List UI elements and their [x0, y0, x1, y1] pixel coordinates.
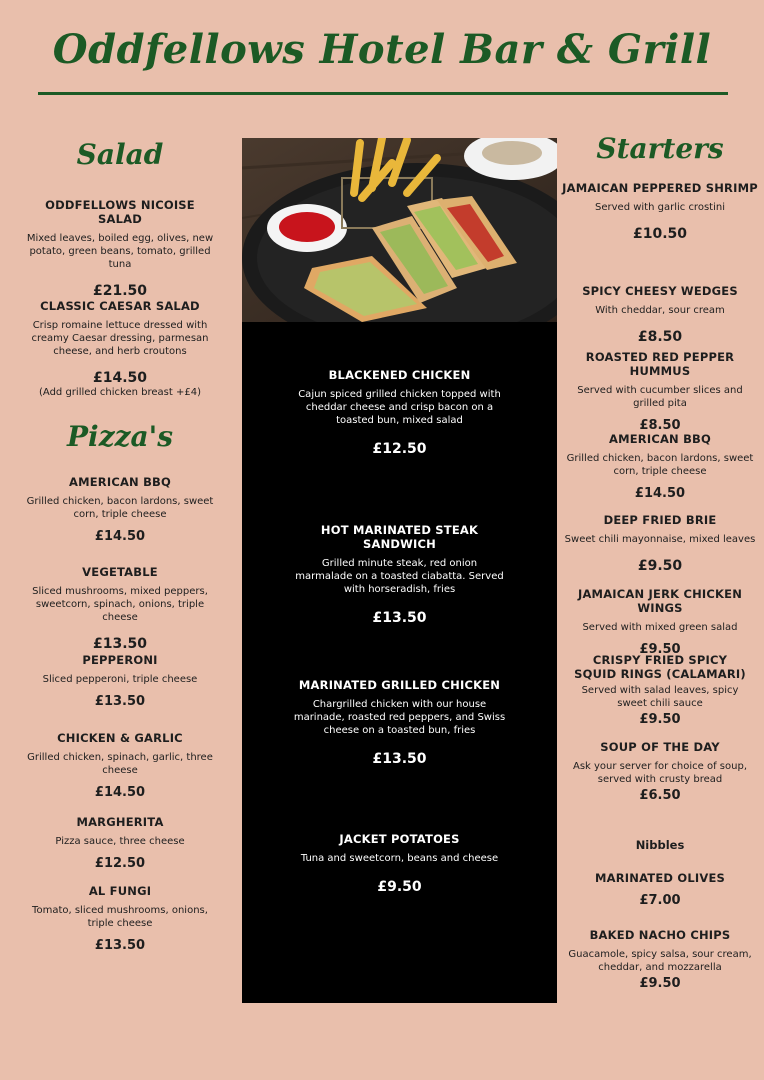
item-description: Sliced mushrooms, mixed peppers, sweetcorn, spinach, onions, triple cheese — [32, 586, 208, 623]
food-photo — [242, 138, 557, 322]
menu-item — [562, 587, 758, 657]
item-name: HOT MARINATED STEAK SANDWICH — [320, 523, 479, 551]
item-description: Sliced pepperoni, triple cheese — [42, 674, 198, 685]
item-price: £9.50 — [639, 976, 681, 991]
menu-item — [20, 565, 220, 652]
item-description: Served with mixed green salad — [582, 622, 738, 633]
item-price: £14.50 — [634, 486, 686, 501]
item-name: AMERICAN BBQ — [68, 475, 171, 489]
section-label: Nibbles — [635, 838, 685, 852]
item-name: JACKET POTATOES — [339, 832, 460, 846]
item-price: £13.50 — [94, 694, 146, 709]
item-description: Grilled chicken, bacon lardons, sweet corn, triple cheese — [566, 453, 754, 477]
title-divider — [38, 92, 728, 95]
item-price: £7.00 — [639, 893, 681, 908]
menu-item — [20, 815, 220, 871]
item-name: BLACKENED CHICKEN — [328, 368, 471, 382]
item-name: VEGETABLE — [82, 565, 158, 579]
item-price: £6.50 — [639, 788, 681, 803]
item-description: Tuna and sweetcorn, beans and cheese — [300, 853, 499, 864]
item-price: £12.50 — [94, 856, 146, 871]
menu-item — [20, 653, 220, 709]
item-description: Served with cucumber slices and grilled pita — [577, 385, 743, 409]
item-price: £8.50 — [637, 329, 683, 345]
menu-item — [20, 475, 220, 544]
item-name: CHICKEN & GARLIC — [57, 731, 183, 745]
item-note: (Add grilled chicken breast +£4) — [39, 387, 201, 398]
pizzas-heading: Pizza's — [67, 420, 173, 453]
menu-item — [570, 653, 750, 727]
item-description: Mixed leaves, boiled egg, olives, new potato, green beans, tomato, grilled tuna — [26, 233, 214, 270]
menu-item — [292, 678, 507, 767]
menu-item — [24, 198, 216, 299]
menu-item — [20, 731, 220, 800]
menu-item — [24, 299, 216, 398]
item-description: Guacamole, spicy salsa, sour cream, cheddar, and mozzarella — [568, 949, 752, 973]
menu-item — [562, 284, 758, 345]
item-name: MARGHERITA — [76, 815, 164, 829]
item-name: DEEP FRIED BRIE — [603, 513, 717, 527]
item-price: £13.50 — [372, 751, 427, 767]
item-price: £8.50 — [639, 418, 681, 433]
item-description: Tomato, sliced mushrooms, onions, triple cheese — [32, 905, 208, 929]
item-price: £9.50 — [639, 712, 681, 727]
item-description: Served with garlic crostini — [595, 202, 725, 213]
menu-item — [20, 884, 220, 953]
item-description: Grilled chicken, bacon lardons, sweet corn, triple cheese — [26, 496, 214, 520]
menu-item — [292, 523, 507, 626]
item-description: Grilled chicken, spinach, garlic, three cheese — [27, 752, 213, 776]
nibbles-heading — [562, 838, 758, 852]
item-price: £13.50 — [92, 636, 148, 652]
item-name: BAKED NACHO CHIPS — [589, 928, 731, 942]
item-name: ODDFELLOWS NICOISE SALAD — [45, 198, 195, 226]
item-name: MARINATED GRILLED CHICKEN — [298, 678, 501, 692]
item-name: SOUP OF THE DAY — [600, 740, 720, 754]
item-description: Sweet chili mayonnaise, mixed leaves — [564, 534, 756, 545]
item-name: SPICY CHEESY WEDGES — [582, 284, 738, 298]
item-description: With cheddar, sour cream — [595, 305, 725, 316]
item-name: CRISPY FRIED SPICY SQUID RINGS (CALAMARI) — [574, 653, 746, 681]
item-price: £14.50 — [94, 529, 146, 544]
menu-item — [562, 871, 758, 908]
item-name: MARINATED OLIVES — [595, 871, 725, 885]
menu-item — [562, 928, 758, 991]
item-name: ROASTED RED PEPPER HUMMUS — [585, 350, 735, 378]
item-name: JAMAICAN JERK CHICKEN WINGS — [577, 587, 743, 615]
item-description: Chargrilled chicken with our house marinade, roasted red peppers, and Swiss cheese on a toasted bun, fries — [293, 699, 506, 736]
starters-heading: Starters — [596, 132, 724, 165]
item-description: Crisp romaine lettuce dressed with creamy Caesar dressing, parmesan cheese, and herb croutons — [31, 320, 209, 357]
item-price: £13.50 — [372, 610, 427, 626]
menu-item — [562, 740, 758, 803]
menu-item — [562, 432, 758, 501]
item-price: £9.50 — [639, 642, 681, 657]
item-price: £14.50 — [92, 370, 148, 386]
menu-item — [292, 368, 507, 457]
item-description: Grilled minute steak, red onion marmalade on a toasted ciabatta. Served with horseradish, fries — [295, 558, 504, 595]
item-price: £13.50 — [94, 938, 146, 953]
item-name: AMERICAN BBQ — [608, 432, 711, 446]
item-price: £9.50 — [637, 558, 683, 574]
menu-item — [562, 513, 758, 574]
item-description: Ask your server for choice of soup, served with crusty bread — [572, 761, 748, 785]
toasted-sandwich-illustration — [242, 138, 557, 322]
item-price: £21.50 — [92, 283, 148, 299]
menu-item — [292, 832, 507, 895]
item-price: £12.50 — [372, 441, 427, 457]
item-name: AL FUNGI — [88, 884, 152, 898]
item-description: Served with salad leaves, spicy sweet chili sauce — [581, 685, 739, 709]
menu-item — [562, 181, 758, 242]
item-description: Cajun spiced grilled chicken topped with cheddar cheese and crisp bacon on a toasted bun, mixed salad — [298, 389, 501, 426]
menu-title: Oddfellows Hotel Bar & Grill — [52, 26, 712, 73]
item-name: JAMAICAN PEPPERED SHRIMP — [562, 181, 758, 195]
item-name: CLASSIC CAESAR SALAD — [40, 299, 200, 313]
item-description: Pizza sauce, three cheese — [55, 836, 185, 847]
item-price: £9.50 — [377, 879, 422, 895]
menu-item — [562, 350, 758, 433]
item-price: £14.50 — [94, 785, 146, 800]
item-price: £10.50 — [632, 226, 688, 242]
item-name: PEPPERONI — [82, 653, 158, 667]
salad-heading: Salad — [76, 138, 164, 171]
